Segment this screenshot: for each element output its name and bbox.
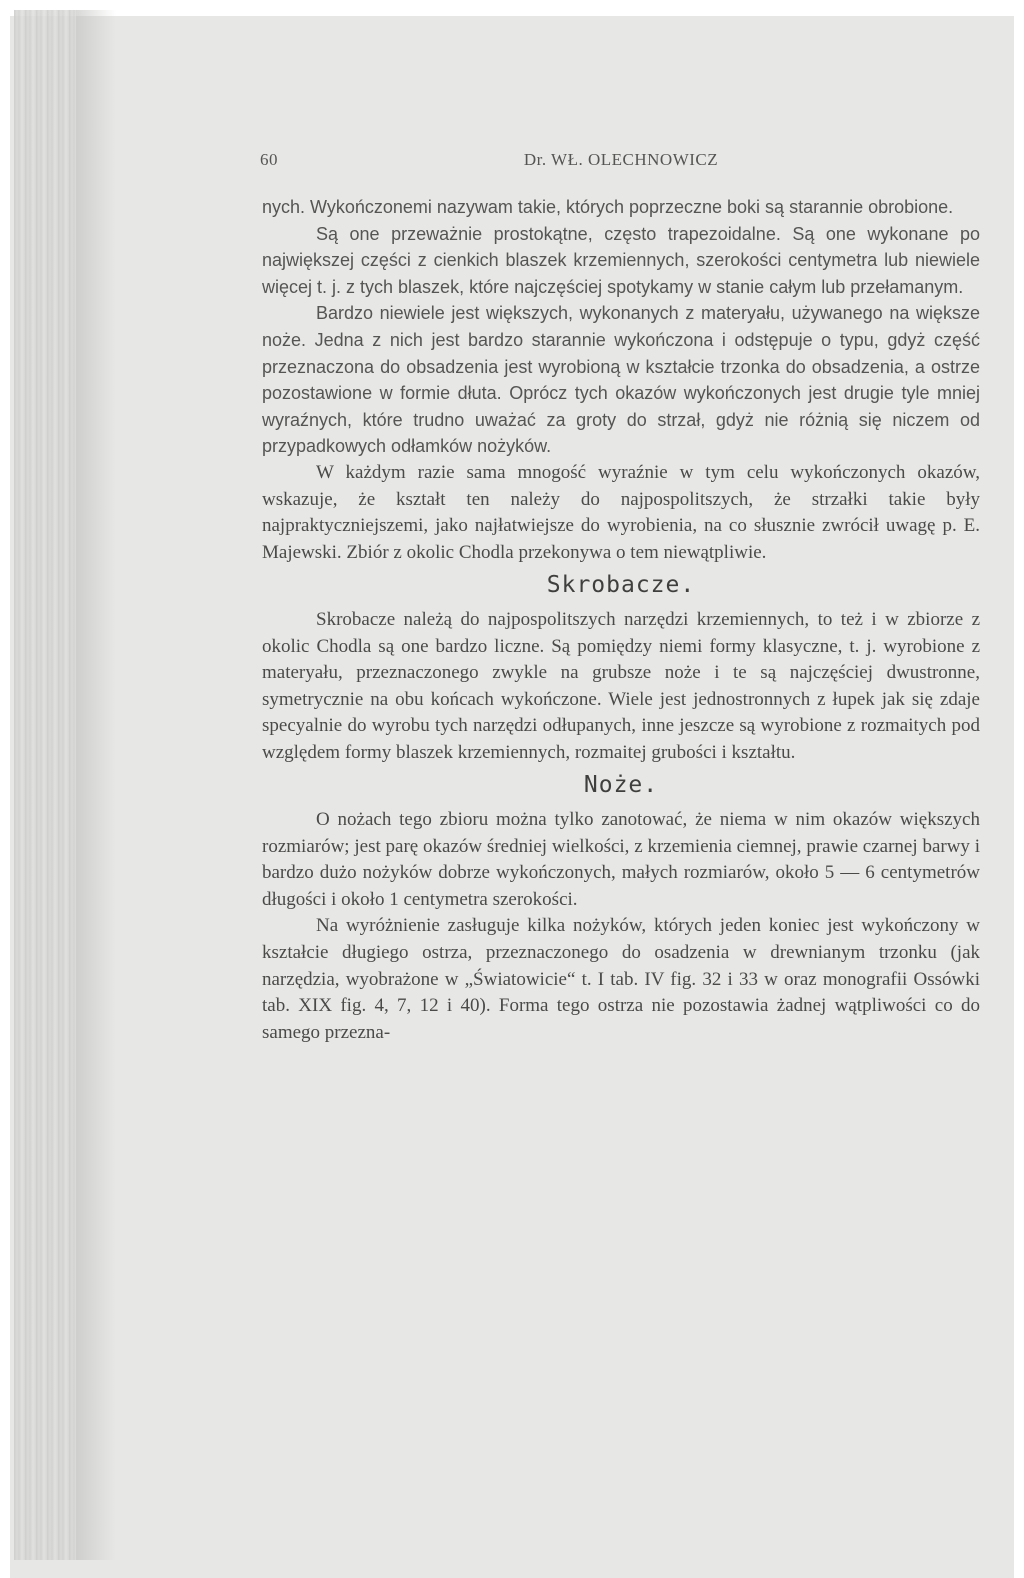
paragraph-continuation: nych. Wykończonemi nazywam takie, których poprzeczne boki są starannie obrobione.: [262, 197, 954, 217]
gutter-shadow: [76, 10, 116, 1560]
paragraph: Skrobacze należą do najpospolitszych narzędzi krzemiennych, to też i w zbiorze z okolic Chodla są one bardzo liczne. Są pomiędzy niemi formy klasyczne, t. j. wyrobione z materyału, przeznaczonego zwykle na grubsze noże i te są najczęściej dwustronne, symetrycznie na obu końcach wykończone. Wiele jest jednostronnych z łupek jak się zdaje specyalnie do wyrobu tych narzędzi odłupanych, inne jeszcze są wyrobione z rozmaitych pod względem formy blaszek krzemiennych, rozmaitej grubości i kształtu.: [262, 608, 980, 763]
paragraph: O nożach tego zbioru można tylko zanotować, że niema w nim okazów większych rozmiarów; jest parę okazów średniej wielkości, z krzemienia ciemnej, prawie czarnej barwy i bardzo dużo nożyków dobrze wykończonych, małych rozmiarów, około 5 — 6 centymetrów długości i około 1 centymetra szerokości.: [262, 809, 980, 910]
paragraph: Bardzo niewiele jest większych, wykonanych z materyału, używanego na większe noże. Jedna z nich jest bardzo starannie wykończona i odstępuje o typu, gdyż część przeznaczona do obsadzenia jest wyrobioną w kształcie trzonka do obsadzenia, a ostrze pozostawione w formie dłuta. Oprócz tych okazów wykończonych jest drugie tyle mniej wyraźnych, które trudno uważać za groty do strzał, gdyż nie różnią się niczem od przypadkowych odłamków nożyków.: [262, 303, 980, 457]
section-heading-noze: Noże.: [583, 772, 659, 799]
section-heading-skrobacze: Skrobacze.: [546, 572, 696, 599]
page-content: [262, 150, 980, 1046]
running-title: Dr. WŁ. OLECHNOWICZ: [523, 150, 719, 169]
paragraph: Na wyróżnienie zasługuje kilka nożyków, których jeden koniec jest wykończony w kształcie długiego ostrza, przeznaczonego do osadzenia w drewnianym trzonku (jak narzędzia, wyobrażone w „Światowicie“ t. I tab. IV fig. 32 i 33 w oraz monografii Ossówki tab. XIX fig. 4, 7, 12 i 40). Forma tego ostrza nie pozostawia żadnej wątpliwości co do samego przezna-: [262, 915, 980, 1043]
running-header: [262, 150, 980, 180]
page-number: 60: [260, 150, 278, 169]
body-text: [262, 194, 980, 1046]
paragraph: W każdym razie sama mnogość wyraźnie w tym celu wykończonych okazów, wskazuje, że kształt ten należy do najpospolitszych, że strzałki takie były najpraktyczniejszemi, jako najłatwiejsze do wyrobienia, na co słusznie zwrócił uwagę p. E. Majewski. Zbiór z okolic Chodla przekonywa o tem niewątpliwie.: [262, 461, 980, 563]
book-spine-gutter: [14, 10, 76, 1560]
paragraph: Są one przeważnie prostokątne, często trapezoidalne. Są one wykonane po największej części z cienkich blaszek krzemiennych, szerokości centymetra lub niewiele więcej t. j. z tych blaszek, które najczęściej spotykamy w stanie całym lub przełamanym.: [262, 223, 980, 297]
